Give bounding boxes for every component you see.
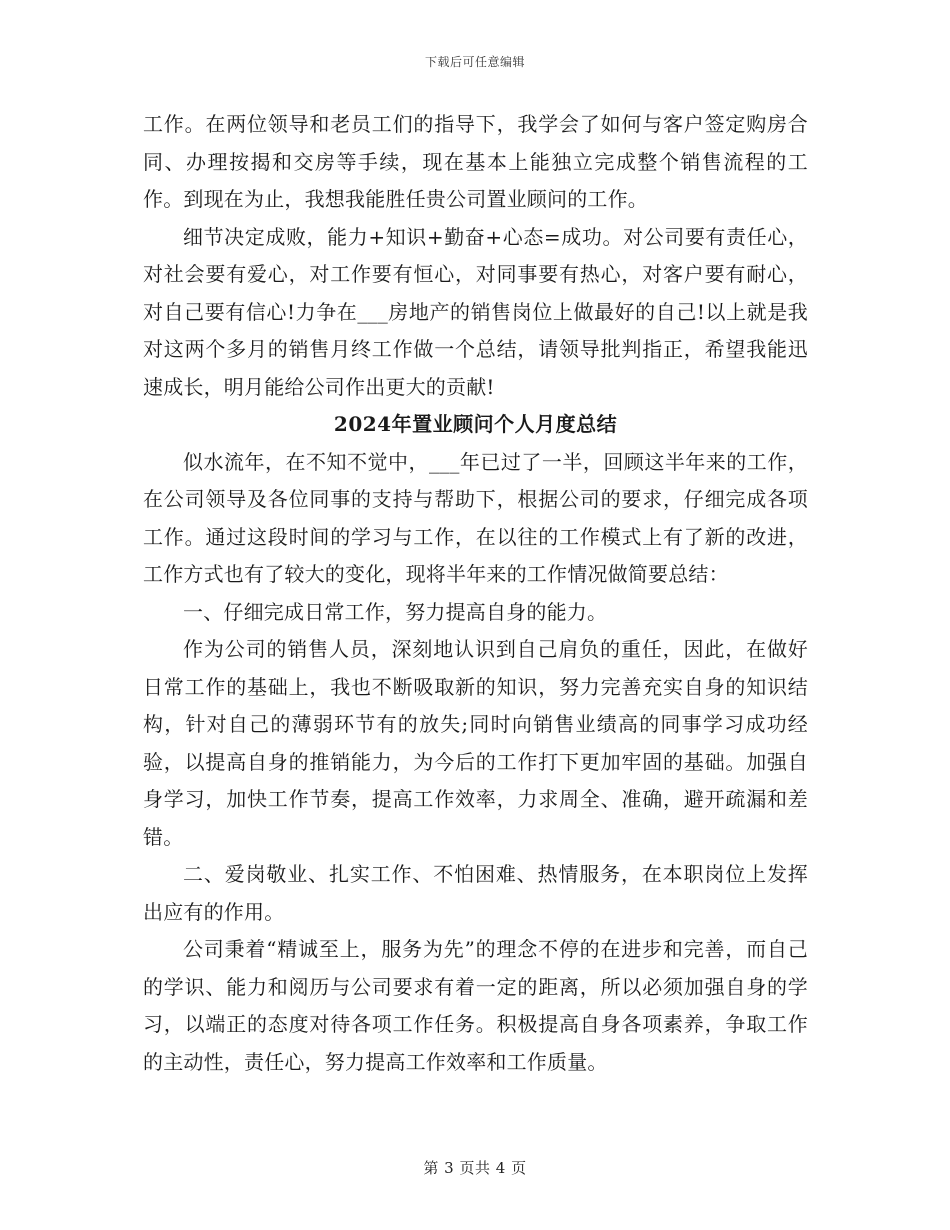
paragraph-6: 二、爱岗敬业、扎实工作、不怕困难、热情服务，在本职岗位上发挥出应有的作用。 bbox=[143, 862, 808, 924]
paragraph-7: 公司秉着“精诚至上，服务为先”的理念不停的在进步和完善，而自己的学识、能力和阅历与公司要求有着一定的距离，所以必须加强自身的学习，以端正的态度对待各项工作任务。积极提高自身各项素养，争取工作的主动性，责任心，努力提高工作效率和工作质量。 bbox=[143, 937, 808, 1074]
document-body bbox=[143, 106, 808, 1081]
paragraph-1: 工作。在两位领导和老员工们的指导下，我学会了如何与客户签定购房合同、办理按揭和交房等手续，现在基本上能独立完成整个销售流程的工作。到现在为止，我想我能胜任贵公司置业顾问的工作。 bbox=[143, 112, 808, 211]
page-header: 下载后可任意编辑 bbox=[424, 55, 525, 69]
paragraph-5: 作为公司的销售人员，深刻地认识到自己肩负的重任，因此，在做好日常工作的基础上，我也不断吸取新的知识，努力完善充实自身的知识结构，针对自己的薄弱环节有的放失;同时向销售业绩高的同事学习成功经验，以提高自身的推销能力，为今后的工作打下更加牢固的基础。加强自身学习，加快工作节奏，提高工作效率，力求周全、准确，避开疏漏和差错。 bbox=[143, 637, 808, 849]
section-title: 2024年置业顾问个人月度总结 bbox=[333, 412, 618, 436]
paragraph-2: 细节决定成败，能力+知识+勤奋+心态=成功。对公司要有责任心，对社会要有爱心，对工作要有恒心，对同事要有热心，对客户要有耐心，对自己要有信心!力争在___房地产的销售岗位上做最好的自己!以上就是我对这两个多月的销售月终工作做一个总结，请领导批判指正，希望我能迅速成长，明月能给公司作出更大的贡献! bbox=[143, 224, 808, 399]
paragraph-3: 似水流年，在不知不觉中，___年已过了一半，回顾这半年来的工作，在公司领导及各位同事的支持与帮助下，根据公司的要求，仔细完成各项工作。通过这段时间的学习与工作，在以往的工作模式上有了新的改进，工作方式也有了较大的变化，现将半年来的工作情况做简要总结： bbox=[143, 449, 808, 586]
page-footer: 第 3 页共 4 页 bbox=[423, 1159, 527, 1177]
paragraph-4: 一、仔细完成日常工作，努力提高自身的能力。 bbox=[183, 599, 608, 624]
